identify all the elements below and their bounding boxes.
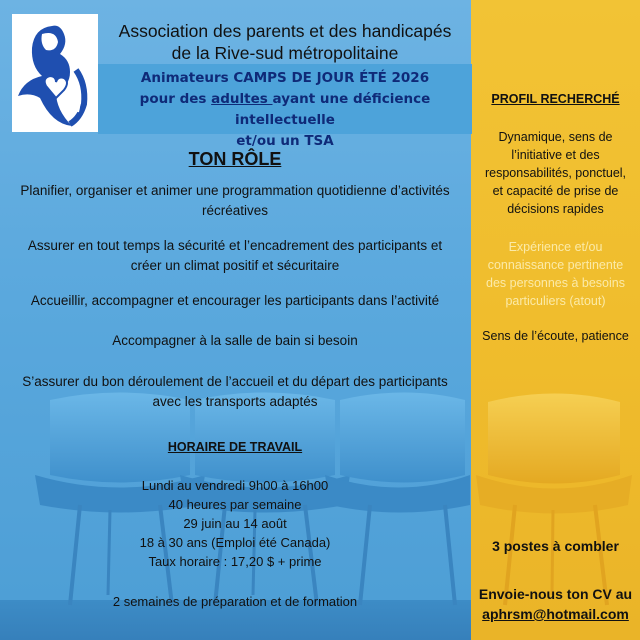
logo-figures-heart-icon (12, 14, 98, 132)
org-name-line-1: Association des parents et des handicapés (118, 21, 452, 41)
banner-line-2-suffix: ayant une déficience intellectuelle (235, 91, 431, 128)
job-title-banner (98, 64, 472, 149)
profile-qualities-line-3: responsabilités, ponctuel, (484, 166, 627, 180)
duty-5-line-2: avec les transports adaptés (152, 394, 318, 409)
schedule-title: HORAIRE DE TRAVAIL (167, 440, 303, 454)
duty-1 (0, 181, 470, 221)
profile-qualities-line-4: et capacité de prise de (492, 184, 619, 198)
profile-experience (473, 238, 638, 310)
schedule-hours-per-week: 40 heures par semaine (168, 497, 302, 512)
duty-2-line-1: Assurer en tout temps la sécurité et l’encadrement des participants et (27, 238, 443, 253)
profile-experience-line-4: particuliers (atout) (505, 294, 606, 308)
schedule-days-hours: Lundi au vendredi 9h00 à 16h00 (141, 478, 329, 493)
banner-line-1: Animateurs CAMPS DE JOUR ÉTÉ 2026 (140, 70, 430, 86)
duty-5 (0, 372, 470, 412)
schedule-dates: 29 juin au 14 août (183, 516, 287, 531)
org-name-line-2: de la Rive-sud métropolitaine (171, 43, 399, 63)
banner-line-3: et/ou un TSA (236, 133, 334, 149)
profile-experience-line-3: des personnes à besoins (486, 276, 625, 290)
schedule-age-program: 18 à 30 ans (Emploi été Canada) (139, 535, 331, 550)
duty-4 (0, 331, 470, 351)
training-note: 2 semaines de préparation et de formation (112, 594, 358, 609)
duty-3-line-1: Accueillir, accompagner et encourager les participants dans l’activité (30, 293, 440, 308)
banner-line-2 (98, 89, 472, 131)
cta-text: Envoie-nous ton CV au (478, 586, 633, 602)
duty-2 (0, 236, 470, 276)
apply-call-to-action (473, 584, 638, 624)
duty-4-line-1: Accompagner à la salle de bain si besoin (112, 333, 358, 348)
profile-listening: Sens de l’écoute, patience (482, 329, 629, 343)
duty-3 (0, 291, 470, 311)
duty-5-line-1: S’assurer du bon déroulement de l’accueil et du départ des participants (22, 374, 448, 389)
banner-line-2-prefix: pour des (139, 91, 212, 107)
profile-experience-line-1: Expérience et/ou (508, 240, 603, 254)
profile-experience-line-2: connaissance pertinente (487, 258, 624, 272)
positions-available: 3 postes à combler (492, 538, 619, 554)
organization-name (100, 20, 470, 64)
duty-2-line-2: créer un climat positif et sécuritaire (130, 258, 340, 273)
profile-qualities-line-2: l’initiative et des (511, 148, 600, 162)
schedule-hourly-rate: Taux horaire : 17,20 $ + prime (148, 554, 322, 569)
profile-qualities-line-1: Dynamique, sens de (498, 130, 613, 144)
duty-1-line-2: récréatives (201, 203, 269, 218)
banner-adultes-underlined: adultes (211, 91, 273, 107)
contact-email-link[interactable]: aphrsm@hotmail.com (482, 606, 629, 622)
association-logo (12, 14, 98, 132)
profile-qualities-line-5: décisions rapides (507, 202, 604, 216)
role-title: TON RÔLE (188, 149, 282, 169)
profile-qualities (473, 128, 638, 218)
chair-yellow (476, 394, 632, 606)
duty-1-line-1: Planifier, organiser et animer une programmation quotidienne d’activités (20, 183, 450, 198)
profile-title: PROFIL RECHERCHÉ (491, 92, 620, 106)
schedule-list (0, 476, 470, 571)
